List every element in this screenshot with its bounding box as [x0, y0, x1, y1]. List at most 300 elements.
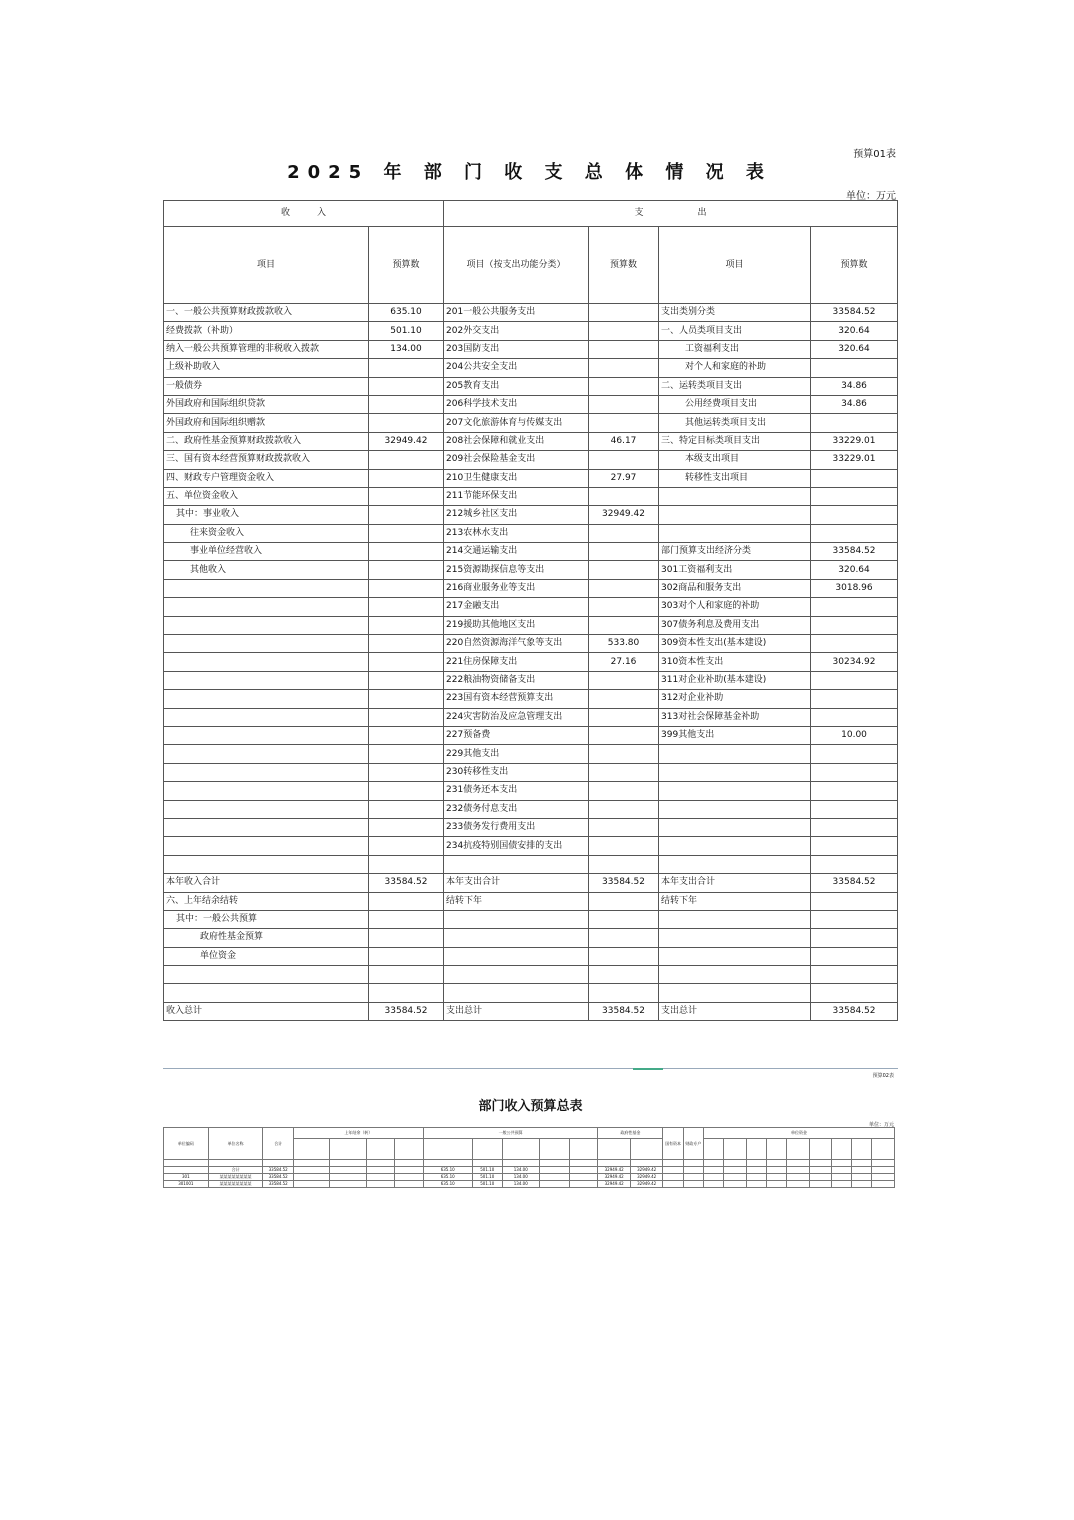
expense-func-item: 211节能环保支出 — [444, 487, 589, 505]
table-row — [164, 304, 898, 322]
expense-func-item — [444, 947, 589, 965]
expense-func-item — [444, 929, 589, 947]
s2-cell-v1: 635.10 — [423, 1167, 472, 1174]
income-budget — [369, 763, 444, 781]
expense-func-item: 202外交支出 — [444, 322, 589, 340]
expense-class-item — [659, 818, 811, 836]
expense-class-budget: 33229.01 — [811, 451, 898, 469]
expense-class-budget — [811, 745, 898, 763]
income-budget — [369, 726, 444, 744]
s2-cell-v5: 32949.42 — [630, 1181, 662, 1188]
income-budget — [369, 800, 444, 818]
income-item — [164, 598, 369, 616]
expense-func-budget: 33584.52 — [589, 1002, 659, 1020]
col-budget: 预算数 — [811, 227, 898, 304]
expense-func-item: 221住房保障支出 — [444, 653, 589, 671]
expense-func-budget — [589, 837, 659, 855]
s2-col-name: 单位名称 — [208, 1128, 263, 1160]
income-item: 六、上年结余结转 — [164, 892, 369, 910]
expense-class-budget — [811, 966, 898, 984]
income-budget — [369, 359, 444, 377]
expense-class-budget — [811, 598, 898, 616]
expense-func-budget — [589, 947, 659, 965]
expense-class-item — [659, 487, 811, 505]
income-budget — [369, 984, 444, 1002]
table-row — [164, 561, 898, 579]
income-budget — [369, 487, 444, 505]
table-row — [164, 414, 898, 432]
expense-class-item: 399其他支出 — [659, 726, 811, 744]
expense-class-item: 公用经费项目支出 — [659, 395, 811, 413]
income-item: 外国政府和国际组织赠款 — [164, 414, 369, 432]
s2-cell-v5: 32949.42 — [630, 1167, 662, 1174]
income-item — [164, 837, 369, 855]
expense-func-item: 232债务付息支出 — [444, 800, 589, 818]
expense-func-item: 234抗疫特别国债安排的支出 — [444, 837, 589, 855]
income-item — [164, 745, 369, 763]
expense-class-item: 313对社会保障基金补助 — [659, 708, 811, 726]
expense-class-item: 三、特定目标类项目支出 — [659, 432, 811, 450]
income-budget — [369, 818, 444, 836]
expense-func-item: 204公共安全支出 — [444, 359, 589, 377]
expense-func-item: 217金融支出 — [444, 598, 589, 616]
income-item: 经费拨款（补助） — [164, 322, 369, 340]
expense-class-budget: 10.00 — [811, 726, 898, 744]
s2-col-total: 合计 — [263, 1128, 293, 1160]
table-row — [164, 929, 898, 947]
expense-class-item: 311对企业补助(基本建设) — [659, 671, 811, 689]
income-budget — [369, 579, 444, 597]
expense-class-item — [659, 929, 811, 947]
income-item — [164, 818, 369, 836]
expense-class-item: 转移性支出项目 — [659, 469, 811, 487]
expense-class-budget — [811, 524, 898, 542]
expense-func-budget — [589, 543, 659, 561]
expense-class-budget: 33584.52 — [811, 874, 898, 892]
table-row — [164, 377, 898, 395]
expense-class-item — [659, 947, 811, 965]
income-budget — [369, 855, 444, 873]
expense-class-budget — [811, 616, 898, 634]
expense-func-item: 203国防支出 — [444, 340, 589, 358]
table-row — [164, 726, 898, 744]
income-budget — [369, 929, 444, 947]
expense-class-item: 310资本性支出 — [659, 653, 811, 671]
income-budget — [369, 708, 444, 726]
expense-func-budget — [589, 561, 659, 579]
expense-func-item: 201一般公共服务支出 — [444, 304, 589, 322]
expense-class-item — [659, 763, 811, 781]
table-row — [164, 432, 898, 450]
income-item — [164, 984, 369, 1002]
expense-func-budget — [589, 524, 659, 542]
income-item: 单位资金 — [164, 947, 369, 965]
s2-cell-v2: 501.10 — [472, 1167, 502, 1174]
header-row-2 — [164, 227, 898, 304]
sheet2-title: 部门收入预算总表 — [478, 1099, 583, 1114]
expense-class-item — [659, 837, 811, 855]
expense-class-budget — [811, 359, 898, 377]
income-item: 往来资金收入 — [164, 524, 369, 542]
table-row — [164, 635, 898, 653]
s2-cell-code — [164, 1167, 209, 1174]
col-item-func: 项目（按支出功能分类） — [444, 227, 589, 304]
s2-cell-v1: 635.10 — [423, 1174, 472, 1181]
table-row — [164, 782, 898, 800]
expense-class-budget — [811, 892, 898, 910]
expense-class-budget — [811, 855, 898, 873]
expense-class-budget: 33584.52 — [811, 1002, 898, 1020]
expense-func-item: 207文化旅游体育与传媒支出 — [444, 414, 589, 432]
s2-cell-v3: 134.00 — [503, 1181, 540, 1188]
income-budget — [369, 947, 444, 965]
income-budget — [369, 671, 444, 689]
expense-func-budget — [589, 671, 659, 689]
expense-class-item — [659, 984, 811, 1002]
s2-cell-code: 301001 — [164, 1181, 209, 1188]
expense-func-budget — [589, 763, 659, 781]
expense-class-item: 301工资福利支出 — [659, 561, 811, 579]
s2-col-fund: 政府性基金 — [598, 1128, 663, 1139]
col-item: 项目 — [164, 227, 369, 304]
income-item: 一、一般公共预算财政拨款收入 — [164, 304, 369, 322]
s2-col-general: 一般公共预算 — [423, 1128, 598, 1139]
table-row — [164, 763, 898, 781]
income-item: 外国政府和国际组织贷款 — [164, 395, 369, 413]
s2-col-unit: 单位资金 — [704, 1128, 895, 1139]
expense-func-item: 206科学技术支出 — [444, 395, 589, 413]
income-budget — [369, 377, 444, 395]
expense-class-item: 本年支出合计 — [659, 874, 811, 892]
expense-func-item: 209社会保险基金支出 — [444, 451, 589, 469]
table-row — [164, 947, 898, 965]
table-row — [164, 874, 898, 892]
income-budget — [369, 782, 444, 800]
expense-class-item: 本级支出项目 — [659, 451, 811, 469]
expense-func-budget — [589, 745, 659, 763]
expense-func-item: 216商业服务业等支出 — [444, 579, 589, 597]
page-title: 2025 年 部 门 收 支 总 体 情 况 表 — [287, 162, 772, 183]
expense-class-item: 307债务利息及费用支出 — [659, 616, 811, 634]
income-budget: 33584.52 — [369, 874, 444, 892]
expense-class-budget — [811, 782, 898, 800]
table-row — [164, 708, 898, 726]
income-budget — [369, 910, 444, 928]
expense-class-budget — [811, 947, 898, 965]
expense-class-budget: 320.64 — [811, 340, 898, 358]
income-budget-sheet — [163, 1068, 898, 1217]
s2-cell-v3: 134.00 — [503, 1174, 540, 1181]
expense-class-item: 二、运转类项目支出 — [659, 377, 811, 395]
table-row — [164, 598, 898, 616]
budget-summary-table — [163, 200, 898, 1021]
expense-func-budget — [589, 395, 659, 413]
income-budget — [369, 506, 444, 524]
expense-func-item: 本年支出合计 — [444, 874, 589, 892]
income-item: 其中：一般公共预算 — [164, 910, 369, 928]
income-item — [164, 763, 369, 781]
table-row — [164, 837, 898, 855]
s2-cell-name: 某某某某某某某某 — [208, 1174, 263, 1181]
expense-class-budget — [811, 929, 898, 947]
income-budget — [369, 543, 444, 561]
expense-func-budget — [589, 708, 659, 726]
expense-class-budget: 33584.52 — [811, 543, 898, 561]
expense-func-item: 210卫生健康支出 — [444, 469, 589, 487]
expense-header: 支 出 — [444, 201, 898, 227]
income-item: 事业单位经营收入 — [164, 543, 369, 561]
income-budget — [369, 524, 444, 542]
expense-func-budget — [589, 929, 659, 947]
income-item — [164, 782, 369, 800]
expense-func-item: 230转移性支出 — [444, 763, 589, 781]
expense-class-budget — [811, 469, 898, 487]
table-row — [164, 359, 898, 377]
expense-func-item: 227预备费 — [444, 726, 589, 744]
expense-func-budget — [589, 579, 659, 597]
expense-func-budget — [589, 892, 659, 910]
expense-class-item — [659, 910, 811, 928]
expense-func-budget — [589, 304, 659, 322]
expense-class-item — [659, 800, 811, 818]
expense-class-item: 其他运转类项目支出 — [659, 414, 811, 432]
expense-class-item: 302商品和服务支出 — [659, 579, 811, 597]
expense-class-budget — [811, 487, 898, 505]
expense-class-item — [659, 745, 811, 763]
expense-func-item: 233债务发行费用支出 — [444, 818, 589, 836]
expense-class-budget — [811, 708, 898, 726]
col-budget: 预算数 — [369, 227, 444, 304]
expense-class-budget — [811, 635, 898, 653]
income-item: 五、单位资金收入 — [164, 487, 369, 505]
income-budget — [369, 395, 444, 413]
expense-func-budget — [589, 818, 659, 836]
selection-mark — [633, 1068, 663, 1070]
expense-func-budget — [589, 726, 659, 744]
expense-class-budget — [811, 671, 898, 689]
income-item: 政府性基金预算 — [164, 929, 369, 947]
expense-class-budget: 320.64 — [811, 561, 898, 579]
expense-class-item: 312对企业补助 — [659, 690, 811, 708]
s2-index-row — [164, 1160, 895, 1167]
income-budget — [369, 414, 444, 432]
income-item: 纳入一般公共预算管理的非税收入拨款 — [164, 340, 369, 358]
expense-func-item: 219援助其他地区支出 — [444, 616, 589, 634]
income-item — [164, 966, 369, 984]
income-budget: 501.10 — [369, 322, 444, 340]
expense-class-budget — [811, 506, 898, 524]
expense-func-item: 231债务还本支出 — [444, 782, 589, 800]
table-row — [164, 395, 898, 413]
expense-class-item: 对个人和家庭的补助 — [659, 359, 811, 377]
expense-func-budget: 32949.42 — [589, 506, 659, 524]
s2-cell-v3: 134.00 — [503, 1167, 540, 1174]
income-item — [164, 690, 369, 708]
expense-func-budget — [589, 322, 659, 340]
expense-func-budget: 27.16 — [589, 653, 659, 671]
expense-func-budget: 46.17 — [589, 432, 659, 450]
expense-func-item: 结转下年 — [444, 892, 589, 910]
expense-class-budget: 34.86 — [811, 377, 898, 395]
expense-class-budget: 30234.92 — [811, 653, 898, 671]
expense-class-item: 309资本性支出(基本建设) — [659, 635, 811, 653]
income-budget: 134.00 — [369, 340, 444, 358]
expense-class-item: 支出类别分类 — [659, 304, 811, 322]
s2-table-row — [164, 1174, 895, 1181]
expense-func-item — [444, 966, 589, 984]
expense-func-item: 214交通运输支出 — [444, 543, 589, 561]
header-row-1 — [164, 201, 898, 227]
expense-func-budget: 533.80 — [589, 635, 659, 653]
expense-func-item: 205教育支出 — [444, 377, 589, 395]
s2-header-row — [164, 1128, 895, 1139]
income-budget — [369, 653, 444, 671]
income-budget — [369, 616, 444, 634]
table-row — [164, 690, 898, 708]
expense-class-budget: 320.64 — [811, 322, 898, 340]
expense-class-budget — [811, 800, 898, 818]
expense-class-budget — [811, 763, 898, 781]
expense-func-item: 222粮油物资储备支出 — [444, 671, 589, 689]
income-item — [164, 653, 369, 671]
col-budget: 预算数 — [589, 227, 659, 304]
expense-class-budget — [811, 984, 898, 1002]
income-budget — [369, 451, 444, 469]
expense-class-budget — [811, 414, 898, 432]
table-row — [164, 855, 898, 873]
expense-func-budget — [589, 800, 659, 818]
sheet2-table-number: 预算02表 — [872, 1073, 894, 1079]
expense-func-budget: 33584.52 — [589, 874, 659, 892]
table-row — [164, 892, 898, 910]
s2-cell-v1: 635.10 — [423, 1181, 472, 1188]
expense-class-item — [659, 966, 811, 984]
income-budget — [369, 598, 444, 616]
expense-func-budget — [589, 984, 659, 1002]
expense-func-item: 220自然资源海洋气象等支出 — [444, 635, 589, 653]
expense-func-budget: 27.97 — [589, 469, 659, 487]
expense-func-budget — [589, 910, 659, 928]
income-budget — [369, 469, 444, 487]
expense-class-budget — [811, 818, 898, 836]
expense-class-item: 结转下年 — [659, 892, 811, 910]
income-header: 收 入 — [164, 201, 444, 227]
income-item — [164, 579, 369, 597]
expense-func-budget — [589, 616, 659, 634]
income-item: 二、政府性基金预算财政拨款收入 — [164, 432, 369, 450]
table-row — [164, 745, 898, 763]
table-row — [164, 910, 898, 928]
expense-func-item: 224灾害防治及应急管理支出 — [444, 708, 589, 726]
income-item — [164, 635, 369, 653]
table-row — [164, 800, 898, 818]
income-item — [164, 616, 369, 634]
expense-class-item — [659, 506, 811, 524]
income-item: 四、财政专户管理资金收入 — [164, 469, 369, 487]
expense-func-item: 215资源勘探信息等支出 — [444, 561, 589, 579]
income-budget: 33584.52 — [369, 1002, 444, 1020]
expense-class-budget: 33229.01 — [811, 432, 898, 450]
table-row — [164, 1002, 898, 1020]
unit-label: 单位：万元 — [846, 191, 896, 202]
expense-func-budget — [589, 487, 659, 505]
table-row — [164, 322, 898, 340]
income-budget — [369, 745, 444, 763]
income-budget — [369, 892, 444, 910]
table-row — [164, 984, 898, 1002]
s2-col-special: 财政专户 — [683, 1128, 703, 1160]
expense-func-budget — [589, 855, 659, 873]
expense-func-item: 223国有资本经营预算支出 — [444, 690, 589, 708]
expense-class-budget: 33584.52 — [811, 304, 898, 322]
income-item — [164, 800, 369, 818]
expense-func-item: 212城乡社区支出 — [444, 506, 589, 524]
table-row — [164, 340, 898, 358]
s2-cell-v2: 501.10 — [472, 1181, 502, 1188]
expense-func-budget — [589, 690, 659, 708]
expense-func-item — [444, 910, 589, 928]
income-item: 三、国有资本经营预算财政拨款收入 — [164, 451, 369, 469]
s2-col-capital: 国有资本 — [663, 1128, 683, 1160]
table-row — [164, 616, 898, 634]
income-item — [164, 855, 369, 873]
expense-func-budget — [589, 377, 659, 395]
expense-class-budget: 3018.96 — [811, 579, 898, 597]
table-row — [164, 818, 898, 836]
expense-class-budget — [811, 910, 898, 928]
income-budget — [369, 561, 444, 579]
s2-cell-code: 301 — [164, 1174, 209, 1181]
income-budget: 32949.42 — [369, 432, 444, 450]
table-row — [164, 543, 898, 561]
expense-class-budget: 34.86 — [811, 395, 898, 413]
expense-class-budget — [811, 690, 898, 708]
table-number: 预算01表 — [853, 149, 896, 160]
expense-func-budget — [589, 451, 659, 469]
income-item: 其中：事业收入 — [164, 506, 369, 524]
table-row — [164, 506, 898, 524]
s2-col-carry: 上年结余（转） — [293, 1128, 423, 1139]
s2-cell-v4: 32949.42 — [598, 1167, 630, 1174]
expense-func-item: 208社会保障和就业支出 — [444, 432, 589, 450]
income-item: 一般债券 — [164, 377, 369, 395]
table-row — [164, 579, 898, 597]
s2-table-row — [164, 1167, 895, 1174]
income-budget-table — [163, 1127, 895, 1188]
expense-func-item: 支出总计 — [444, 1002, 589, 1020]
income-budget — [369, 635, 444, 653]
expense-func-item: 229其他支出 — [444, 745, 589, 763]
expense-class-item: 工资福利支出 — [659, 340, 811, 358]
table-row — [164, 487, 898, 505]
table-row — [164, 671, 898, 689]
expense-func-budget — [589, 598, 659, 616]
income-item: 本年收入合计 — [164, 874, 369, 892]
expense-func-budget — [589, 414, 659, 432]
table-row — [164, 524, 898, 542]
expense-class-item: 一、人员类项目支出 — [659, 322, 811, 340]
s2-cell-v4: 32949.42 — [598, 1181, 630, 1188]
table-row — [164, 469, 898, 487]
income-item: 收入总计 — [164, 1002, 369, 1020]
s2-col-code: 单位编码 — [164, 1128, 209, 1160]
expense-func-item: 213农林水支出 — [444, 524, 589, 542]
expense-class-item — [659, 782, 811, 800]
s2-table-row — [164, 1181, 895, 1188]
table-row — [164, 966, 898, 984]
income-item — [164, 671, 369, 689]
s2-cell-total: 33584.52 — [263, 1181, 293, 1188]
